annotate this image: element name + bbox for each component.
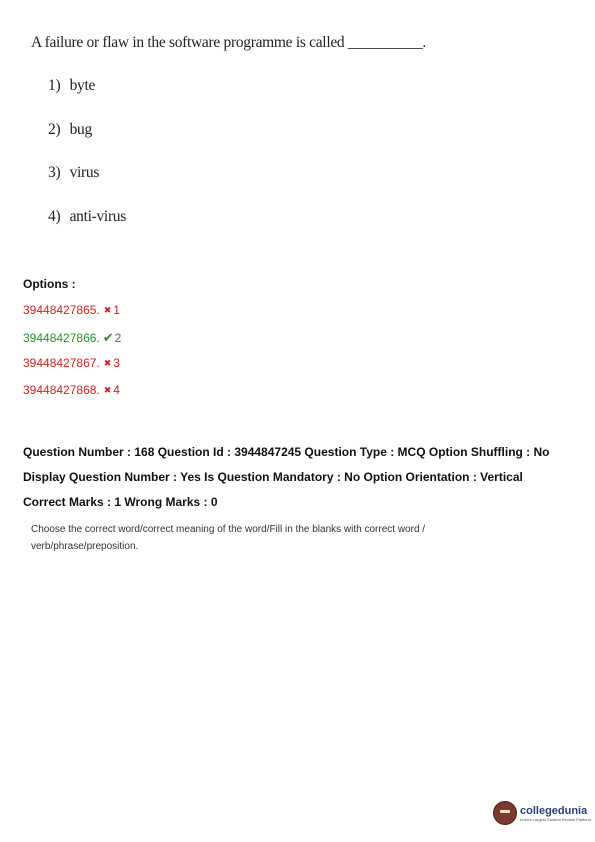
option-id: 39448427868. — [23, 382, 100, 397]
question-instruction — [31, 521, 451, 555]
choice-number: 4) — [48, 207, 61, 225]
choice-number: 2) — [48, 120, 61, 138]
answer-choices — [48, 77, 126, 251]
instruction-line: Choose the correct word/correct meaning of the word/Fill in the blanks with correct word / — [31, 524, 426, 535]
choice-text: byte — [69, 77, 96, 94]
collegedunia-logo — [493, 801, 591, 825]
cross-icon: ✖ — [103, 358, 112, 368]
option-id: 39448427867. — [23, 356, 100, 370]
choice-text: anti-virus — [69, 207, 126, 225]
logo-name: collegedunia — [520, 804, 588, 817]
logo-tagline: India's Largest Student Review Platform — [520, 816, 592, 822]
option-row — [23, 303, 121, 330]
choice-number: 3) — [48, 164, 61, 181]
question-text: A failure or flaw in the software programme is called __________. — [31, 34, 427, 51]
option-row — [23, 330, 121, 357]
choice-number: 1) — [48, 77, 61, 94]
check-icon: ✔ — [102, 329, 114, 345]
choice-item — [48, 164, 126, 208]
choice-item — [48, 121, 126, 165]
choice-item — [48, 208, 126, 252]
option-value: 4 — [113, 382, 120, 397]
option-id: 39448427866. — [23, 330, 100, 345]
option-row — [23, 383, 121, 410]
choice-text: bug — [69, 120, 92, 138]
question-metadata — [23, 440, 550, 515]
choice-text: virus — [69, 164, 100, 181]
option-id: 39448427865. — [23, 303, 100, 317]
mascot-icon — [493, 801, 517, 825]
options-list — [23, 303, 121, 409]
choice-item — [48, 77, 126, 121]
metadata-line: Correct Marks : 1 Wrong Marks : 0 — [23, 495, 218, 509]
option-value: 1 — [113, 303, 120, 317]
option-value: 3 — [113, 356, 120, 370]
metadata-line: Display Question Number : Yes Is Question Mandatory : No Option Orientation : Vertical — [23, 470, 523, 484]
cross-icon: ✖ — [103, 305, 112, 315]
metadata-line: Question Number : 168 Question Id : 3944847245 Question Type : MCQ Option Shuffling : No — [23, 445, 550, 459]
instruction-line: verb/phrase/preposition. — [31, 541, 139, 552]
cross-icon: ✖ — [103, 384, 112, 395]
option-value: 2 — [114, 330, 122, 345]
logo-text — [520, 805, 591, 822]
option-row — [23, 356, 121, 383]
options-heading: Options : — [23, 277, 76, 291]
